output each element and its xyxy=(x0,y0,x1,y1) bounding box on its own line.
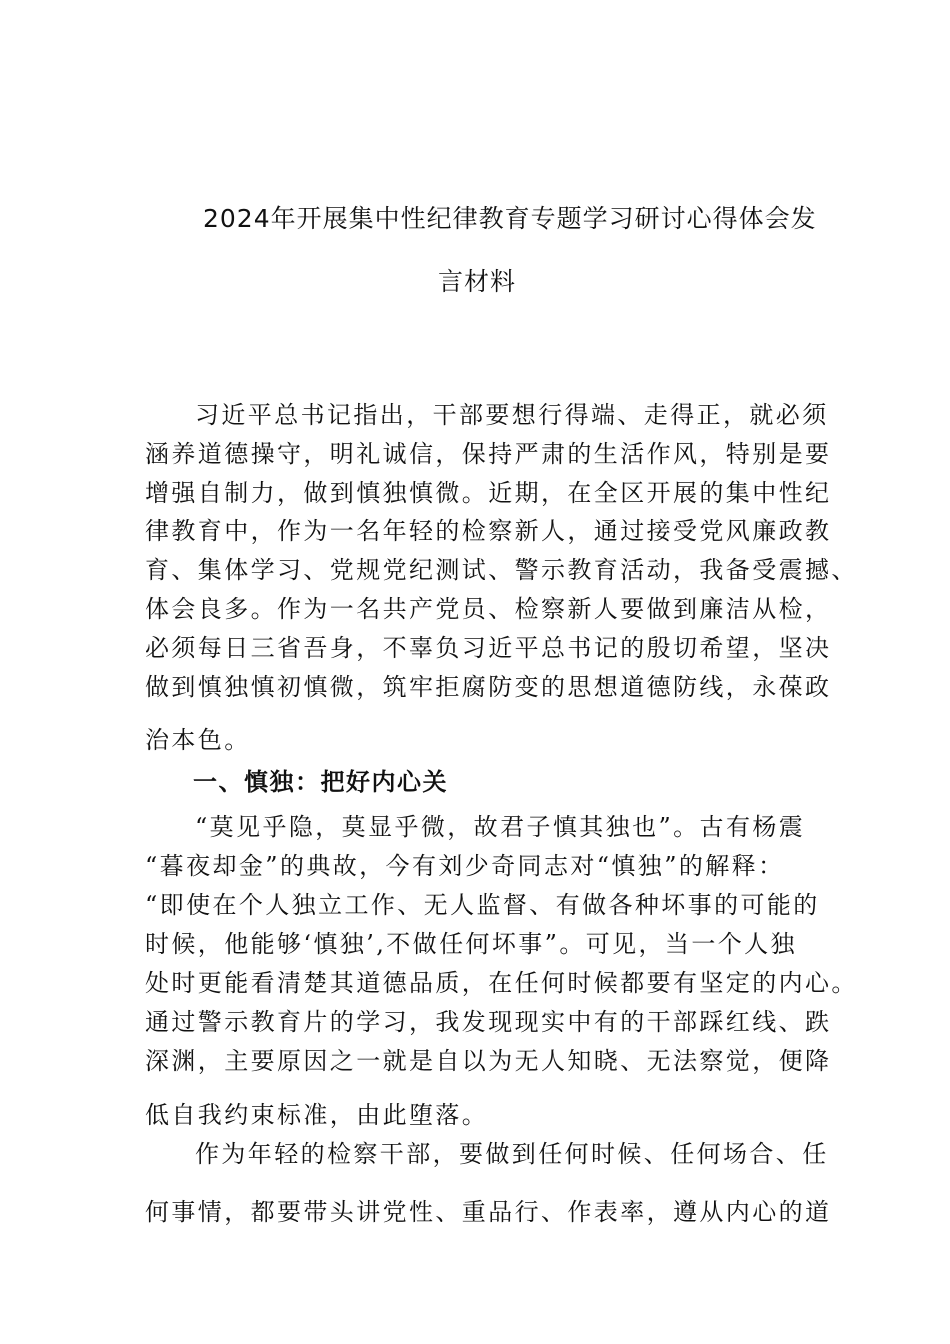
paragraph-1-line: 增强自制力，做到慎独慎微。近期，在全区开展的集中性纪 xyxy=(145,479,832,507)
paragraph-2-line: “暮夜却金”的典故，今有刘少奇同志对“慎独”的解释： xyxy=(145,852,785,880)
paragraph-2-line: 通过警示教育片的学习，我发现现实中有的干部踩红线、跌 xyxy=(145,1008,832,1036)
paragraph-1-line: 涵养道德操守，明礼诚信，保持严肃的生活作风，特别是要 xyxy=(145,440,832,468)
paragraph-1-line: 体会良多。作为一名共产党员、检察新人要做到廉洁从检， xyxy=(145,595,832,623)
paragraph-1-line: 律教育中，作为一名年轻的检察新人，通过接受党风廉政教 xyxy=(145,517,832,545)
paragraph-1-line: 习近平总书记指出，干部要想行得端、走得正，就必须 xyxy=(195,401,829,429)
paragraph-3-line: 作为年轻的检察干部，要做到任何时候、任何场合、任 xyxy=(195,1140,829,1168)
paragraph-1-line: 治本色。 xyxy=(145,726,251,754)
paragraph-2-line: 低自我约束标准，由此堕落。 xyxy=(145,1101,489,1129)
document-title-line-2: 言材料 xyxy=(438,267,517,296)
paragraph-2-line: 处时更能看清楚其道德品质，在任何时候都要有坚定的内心。 xyxy=(145,969,858,997)
paragraph-1-line: 育、集体学习、党规党纪测试、警示教育活动，我备受震撼、 xyxy=(145,556,858,584)
document-title-line-1: 2024年开展集中性纪律教育专题学习研讨心得体会发 xyxy=(203,204,817,233)
paragraph-1-line: 必须每日三省吾身，不辜负习近平总书记的殷切希望，坚决 xyxy=(145,634,832,662)
paragraph-1-line: 做到慎独慎初慎微，筑牢拒腐防变的思想道德防线，永葆政 xyxy=(145,673,832,701)
paragraph-3-line: 何事情，都要带头讲党性、重品行、作表率，遵从内心的道 xyxy=(145,1198,832,1226)
paragraph-2-line: “即使在个人独立工作、无人监督、有做各种坏事的可能的 xyxy=(145,891,820,919)
paragraph-2-line: 时候，他能够‘慎独’,不做任何坏事”。可见，当一个人独 xyxy=(145,930,797,958)
section-heading: 一、慎独：把好内心关 xyxy=(193,768,448,796)
paragraph-2-line: “莫见乎隐，莫显乎微，故君子慎其独也”。古有杨震 xyxy=(195,813,806,841)
paragraph-2-line: 深渊，主要原因之一就是自以为无人知晓、无法察觉，便降 xyxy=(145,1047,832,1075)
